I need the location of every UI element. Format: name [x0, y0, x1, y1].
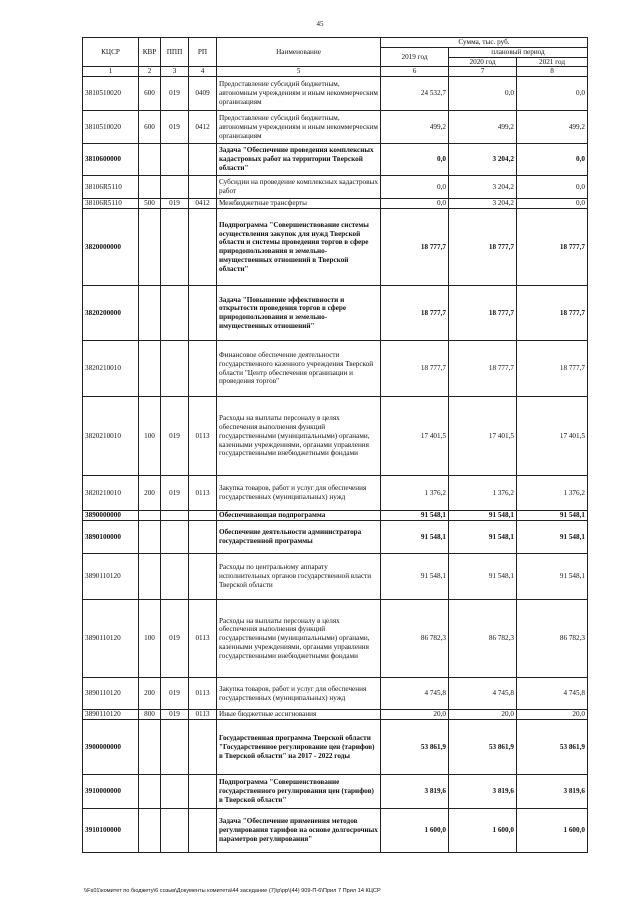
kvr-cell: [139, 809, 161, 853]
ppp-cell: 019: [161, 397, 189, 476]
value-2019-cell: 4 745,8: [381, 678, 449, 710]
ppp-cell: [161, 554, 189, 600]
kcsr-cell: 3810510020: [83, 111, 139, 144]
rp-cell: [189, 554, 217, 600]
rp-cell: [189, 521, 217, 554]
value-2020-cell: 18 777,7: [449, 286, 517, 341]
header-kcsr: КЦСР: [83, 38, 139, 67]
kvr-cell: [139, 554, 161, 600]
ppp-cell: 019: [161, 111, 189, 144]
column-index: 1: [83, 67, 139, 77]
value-2020-cell: 3 204,2: [449, 199, 517, 209]
value-2021-cell: 4 745,8: [517, 678, 588, 710]
value-2020-cell: 0,0: [449, 77, 517, 111]
kvr-cell: 600: [139, 77, 161, 111]
value-2020-cell: 17 401,5: [449, 397, 517, 476]
kcsr-cell: 3890000000: [83, 511, 139, 521]
rp-cell: 0412: [189, 111, 217, 144]
table-row: [83, 678, 588, 710]
name-cell: Субсидии на проведение комплексных кадастровых работ: [217, 176, 381, 199]
page-number: 45: [316, 20, 324, 28]
kvr-cell: 200: [139, 476, 161, 511]
column-index: 8: [517, 67, 588, 77]
column-index-row: [83, 67, 588, 77]
value-2020-cell: 18 777,7: [449, 209, 517, 286]
ppp-cell: [161, 775, 189, 809]
kcsr-cell: 3890110120: [83, 600, 139, 678]
ppp-cell: [161, 511, 189, 521]
kcsr-cell: 3910000000: [83, 775, 139, 809]
name-cell: Иные бюджетные ассигнования: [217, 710, 381, 720]
table-row: [83, 600, 588, 678]
kvr-cell: 800: [139, 710, 161, 720]
ppp-cell: [161, 341, 189, 397]
column-index: 3: [161, 67, 189, 77]
rp-cell: [189, 144, 217, 176]
value-2020-cell: 3 204,2: [449, 144, 517, 176]
name-cell: Предоставление субсидий бюджетным, автономным учреждениям и иным некоммерческим организациям: [217, 77, 381, 111]
table-row: [83, 476, 588, 511]
value-2019-cell: 1 376,2: [381, 476, 449, 511]
kcsr-cell: 3810600000: [83, 144, 139, 176]
column-index: 6: [381, 67, 449, 77]
table-row: [83, 144, 588, 176]
kcsr-cell: 3900000000: [83, 720, 139, 775]
value-2020-cell: 1 600,0: [449, 809, 517, 853]
value-2021-cell: 0,0: [517, 176, 588, 199]
value-2021-cell: 0,0: [517, 144, 588, 176]
value-2019-cell: 17 401,5: [381, 397, 449, 476]
value-2019-cell: 499,2: [381, 111, 449, 144]
kcsr-cell: 3890110120: [83, 678, 139, 710]
name-cell: Предоставление субсидий бюджетным, автономным учреждениям и иным некоммерческим организациям: [217, 111, 381, 144]
value-2020-cell: 20,0: [449, 710, 517, 720]
kvr-cell: [139, 720, 161, 775]
value-2019-cell: 91 548,1: [381, 554, 449, 600]
table-row: [83, 397, 588, 476]
value-2019-cell: 20,0: [381, 710, 449, 720]
table-row: [83, 199, 588, 209]
table-row: [83, 77, 588, 111]
rp-cell: 0113: [189, 678, 217, 710]
ppp-cell: 019: [161, 476, 189, 511]
table-row: [83, 341, 588, 397]
value-2020-cell: 499,2: [449, 111, 517, 144]
header-rp: РП: [189, 38, 217, 67]
rp-cell: [189, 775, 217, 809]
table-row: [83, 710, 588, 720]
table-row: [83, 111, 588, 144]
ppp-cell: 019: [161, 77, 189, 111]
table-row: [83, 521, 588, 554]
name-cell: Задача "Повышение эффективности и открытости проведения торгов в сфере природопользования и земельно-имущественных отношений": [217, 286, 381, 341]
ppp-cell: [161, 809, 189, 853]
name-cell: Обеспечение деятельности администратора государственной программы: [217, 521, 381, 554]
kvr-cell: [139, 511, 161, 521]
ppp-cell: 019: [161, 678, 189, 710]
name-cell: Государственная программа Тверской области "Государственное регулирование цен (тарифов) в Тверской области" на 2017 - 2022 годы: [217, 720, 381, 775]
header-kvr: КВР: [139, 38, 161, 67]
header-ppp: ППП: [161, 38, 189, 67]
value-2021-cell: 0,0: [517, 199, 588, 209]
value-2019-cell: 53 861,9: [381, 720, 449, 775]
name-cell: Расходы на выплаты персоналу в целях обеспечения выполнения функций государственными (муниципальными) органами, казенными учреждениями, органами управления государственными внебюджетными фондами: [217, 600, 381, 678]
header-2019: 2019 год: [381, 47, 449, 67]
value-2021-cell: 20,0: [517, 710, 588, 720]
kcsr-cell: 3890100000: [83, 521, 139, 554]
value-2021-cell: 53 861,9: [517, 720, 588, 775]
header-2021: 2021 год: [517, 57, 588, 67]
table-row: [83, 720, 588, 775]
kvr-cell: [139, 176, 161, 199]
table-row: [83, 209, 588, 286]
kcsr-cell: 38106R5110: [83, 176, 139, 199]
kcsr-cell: 3820200000: [83, 286, 139, 341]
value-2020-cell: 18 777,7: [449, 341, 517, 397]
header-name: Наименование: [217, 38, 381, 67]
ppp-cell: [161, 176, 189, 199]
value-2019-cell: 18 777,7: [381, 286, 449, 341]
table-row: [83, 809, 588, 853]
table-row: [83, 775, 588, 809]
value-2020-cell: 1 376,2: [449, 476, 517, 511]
rp-cell: 0113: [189, 600, 217, 678]
rp-cell: 0113: [189, 397, 217, 476]
value-2021-cell: 86 782,3: [517, 600, 588, 678]
header-plan-period: плановый период: [449, 47, 588, 57]
name-cell: Финансовое обеспечение деятельности государственного казенного учреждения Тверской области "Центр обеспечения организации и проведения торгов": [217, 341, 381, 397]
column-index: 5: [217, 67, 381, 77]
ppp-cell: [161, 286, 189, 341]
value-2020-cell: 91 548,1: [449, 511, 517, 521]
ppp-cell: [161, 209, 189, 286]
kvr-cell: [139, 209, 161, 286]
value-2019-cell: 18 777,7: [381, 341, 449, 397]
value-2019-cell: 0,0: [381, 199, 449, 209]
kcsr-cell: 3810510020: [83, 77, 139, 111]
name-cell: Межбюджетные трансферты: [217, 199, 381, 209]
rp-cell: 0409: [189, 77, 217, 111]
kvr-cell: [139, 286, 161, 341]
value-2021-cell: 499,2: [517, 111, 588, 144]
table-row: [83, 511, 588, 521]
value-2019-cell: 18 777,7: [381, 209, 449, 286]
file-path-footer: \\Fs01\комитет по бюджету\6 созыв\Документы комитета\44 заседание (7)\р\рр\(44) 909-П-6\Прил 7 Прил 14 КЦСР: [84, 888, 381, 894]
value-2019-cell: 91 548,1: [381, 521, 449, 554]
value-2021-cell: 18 777,7: [517, 286, 588, 341]
table-row: [83, 554, 588, 600]
kvr-cell: [139, 341, 161, 397]
value-2021-cell: 17 401,5: [517, 397, 588, 476]
kcsr-cell: 3820000000: [83, 209, 139, 286]
name-cell: Закупка товаров, работ и услуг для обеспечения государственных (муниципальных) нужд: [217, 678, 381, 710]
value-2020-cell: 53 861,9: [449, 720, 517, 775]
name-cell: Задача "Обеспечение применения методов регулирования тарифов на основе долгосрочных параметров регулирования": [217, 809, 381, 853]
ppp-cell: [161, 144, 189, 176]
value-2020-cell: 91 548,1: [449, 554, 517, 600]
kcsr-cell: 3820210010: [83, 397, 139, 476]
kvr-cell: 200: [139, 678, 161, 710]
value-2020-cell: 91 548,1: [449, 521, 517, 554]
value-2019-cell: 3 819,6: [381, 775, 449, 809]
column-index: 7: [449, 67, 517, 77]
kcsr-cell: 3820210010: [83, 341, 139, 397]
value-2020-cell: 4 745,8: [449, 678, 517, 710]
name-cell: Расходы по центральному аппарату исполнительных органов государственной власти Тверской области: [217, 554, 381, 600]
table-row: [83, 176, 588, 199]
rp-cell: [189, 511, 217, 521]
value-2021-cell: 1 600,0: [517, 809, 588, 853]
kcsr-cell: 3890110120: [83, 554, 139, 600]
column-index: 2: [139, 67, 161, 77]
rp-cell: [189, 286, 217, 341]
value-2021-cell: 18 777,7: [517, 209, 588, 286]
kvr-cell: 100: [139, 600, 161, 678]
rp-cell: 0113: [189, 476, 217, 511]
value-2021-cell: 91 548,1: [517, 521, 588, 554]
value-2020-cell: 3 819,6: [449, 775, 517, 809]
rp-cell: [189, 809, 217, 853]
value-2019-cell: 1 600,0: [381, 809, 449, 853]
value-2019-cell: 0,0: [381, 144, 449, 176]
kvr-cell: [139, 144, 161, 176]
ppp-cell: 019: [161, 710, 189, 720]
kvr-cell: 500: [139, 199, 161, 209]
column-index: 4: [189, 67, 217, 77]
kvr-cell: 100: [139, 397, 161, 476]
value-2021-cell: 0,0: [517, 77, 588, 111]
value-2021-cell: 91 548,1: [517, 511, 588, 521]
ppp-cell: [161, 720, 189, 775]
name-cell: Закупка товаров, работ и услуг для обеспечения государственных (муниципальных) нужд: [217, 476, 381, 511]
value-2019-cell: 91 548,1: [381, 511, 449, 521]
rp-cell: 0113: [189, 710, 217, 720]
rp-cell: [189, 720, 217, 775]
name-cell: Задача "Обеспечение проведения комплексных кадастровых работ на территории Тверской области": [217, 144, 381, 176]
value-2021-cell: 91 548,1: [517, 554, 588, 600]
table-row: [83, 286, 588, 341]
name-cell: Обеспечивающая подпрограмма: [217, 511, 381, 521]
kvr-cell: [139, 775, 161, 809]
budget-table: [82, 37, 588, 853]
kcsr-cell: 3820210010: [83, 476, 139, 511]
value-2020-cell: 3 204,2: [449, 176, 517, 199]
name-cell: Расходы на выплаты персоналу в целях обеспечения выполнения функций государственными (муниципальными) органами, казенными учреждениями, органами управления государственными внебюджетными фондами: [217, 397, 381, 476]
value-2021-cell: 18 777,7: [517, 341, 588, 397]
ppp-cell: 019: [161, 600, 189, 678]
value-2020-cell: 86 782,3: [449, 600, 517, 678]
value-2021-cell: 3 819,6: [517, 775, 588, 809]
value-2019-cell: 24 532,7: [381, 77, 449, 111]
kvr-cell: [139, 521, 161, 554]
ppp-cell: [161, 521, 189, 554]
value-2019-cell: 86 782,3: [381, 600, 449, 678]
kcsr-cell: 38106R5110: [83, 199, 139, 209]
value-2021-cell: 1 376,2: [517, 476, 588, 511]
name-cell: Подпрограмма "Совершенствование системы осуществления закупок для нужд Тверской области и системы проведения торгов в сфере природопользования и земельно-имущественных отношений в Тверской области": [217, 209, 381, 286]
rp-cell: [189, 176, 217, 199]
rp-cell: [189, 209, 217, 286]
value-2019-cell: 0,0: [381, 176, 449, 199]
kvr-cell: 600: [139, 111, 161, 144]
ppp-cell: 019: [161, 199, 189, 209]
name-cell: Подпрограмма "Совершенствование государственного регулирования цен (тарифов) в Тверской области": [217, 775, 381, 809]
kcsr-cell: 3910100000: [83, 809, 139, 853]
header-sum: Сумма, тыс. руб.: [381, 38, 588, 48]
rp-cell: 0412: [189, 199, 217, 209]
header-2020: 2020 год: [449, 57, 517, 67]
rp-cell: [189, 341, 217, 397]
kcsr-cell: 3890110120: [83, 710, 139, 720]
